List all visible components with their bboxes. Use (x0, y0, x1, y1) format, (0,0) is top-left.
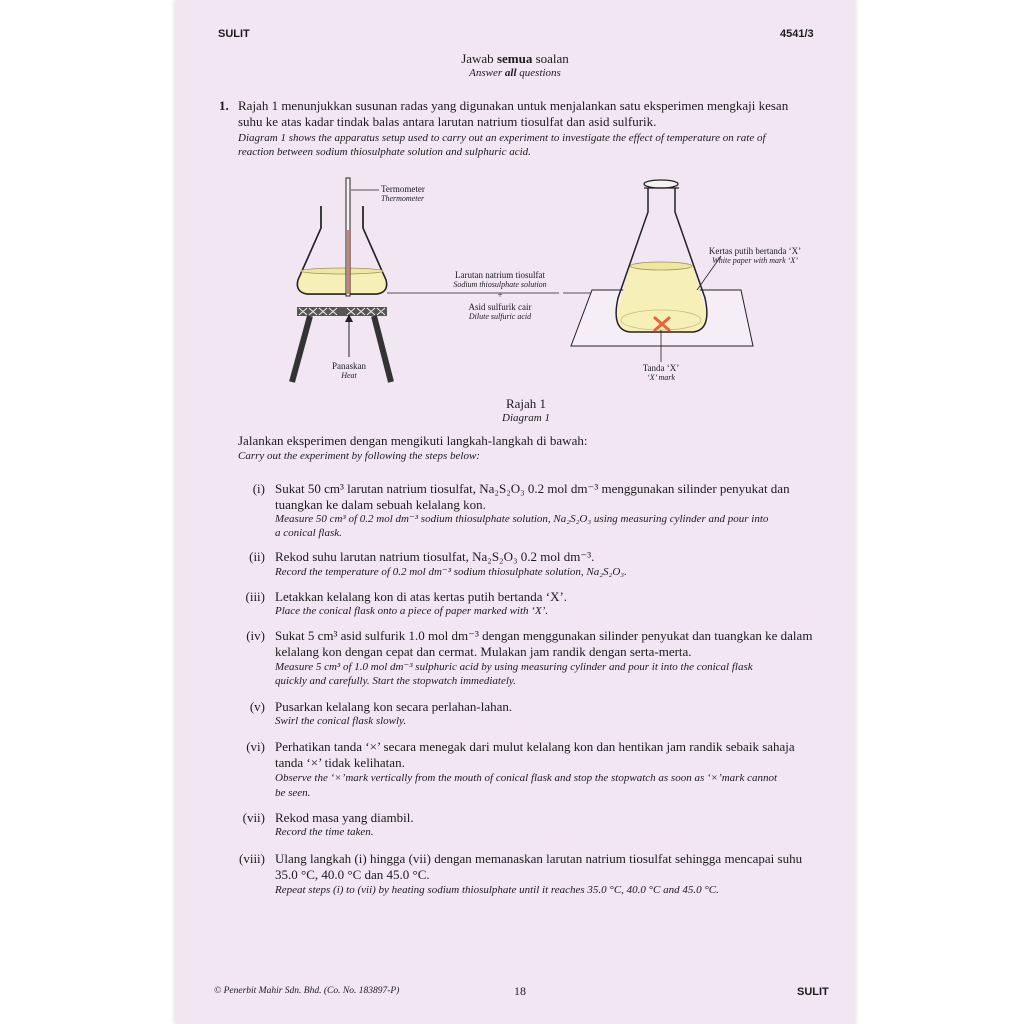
step-number: (vi) (246, 739, 265, 754)
step-text-en: Measure 5 cm³ of 1.0 mol dm⁻³ sulphuric acid by using measuring cylinder and pour it into the conical flask (275, 661, 753, 673)
conical-flask-on-paper (616, 180, 707, 332)
diagram-caption-en: Diagram 1 (502, 412, 550, 424)
solution-label: Larutan natrium tiosulfat Sodium thiosulphate solution + Asid sulfurik cair Dilute sulfuric acid (453, 270, 547, 321)
step-number: (viii) (239, 851, 265, 866)
step-number: (vii) (242, 810, 265, 825)
step-text-en: Swirl the conical flask slowly. (275, 715, 407, 727)
step-text-en: Observe the ‘×’mark vertically from the mouth of conical flask and stop the stopwatch as soon as ‘×’mark cannot (275, 772, 778, 784)
step-text-ms: Sukat 50 cm³ larutan natrium tiosulfat, Na₂S₂O₃ 0.2 mol dm⁻³ menggunakan silinder penyukat dan (275, 481, 790, 496)
step-text-ms: Sukat 5 cm³ asid sulfurik 1.0 mol dm⁻³ dengan menggunakan silinder penyukat dan tuangkan ke dalam (275, 628, 813, 643)
step-text-ms: 35.0 °C, 40.0 °C dan 45.0 °C. (275, 867, 430, 882)
diagram-caption-ms: Rajah 1 (505, 396, 547, 411)
step-text-en: Record the temperature of 0.2 mol dm⁻³ sodium thiosulphate solution, Na₂S₂O₃. (275, 566, 627, 578)
step-text-ms: tanda ‘×’ tidak kelihatan. (275, 755, 405, 770)
footer-right: SULIT (797, 986, 829, 998)
steps-intro-ms: Jalankan eksperimen dengan mengikuti langkah-langkah di bawah: (238, 433, 588, 448)
thermometer-icon (346, 178, 350, 296)
step-number: (iv) (246, 628, 265, 643)
step-text-en: be seen. (275, 787, 311, 799)
step-text-ms: Pusarkan kelalang kon secara perlahan-lahan. (275, 699, 513, 714)
heat-arrow-icon (345, 314, 353, 357)
step-text-ms: Rekod masa yang diambil. (275, 810, 414, 825)
step-text-ms: Ulang langkah (i) hingga (vii) dengan memanaskan larutan natrium tiosulfat sehingga mencapai suhu (275, 851, 803, 866)
question-en-line1: Diagram 1 shows the apparatus setup used to carry out an experiment to investigate the effect of temperature on rate of (238, 132, 766, 144)
instruction-ms: Jawab semua soalan (461, 51, 569, 66)
step-text-ms: Perhatikan tanda ‘×’ secara menegak dari mulut kelalang kon dan hentikan jam randik sebaik sahaja (275, 739, 795, 754)
header-left: SULIT (218, 28, 250, 40)
page-number: 18 (514, 984, 526, 998)
step-text-en: Measure 50 cm³ of 0.2 mol dm⁻³ sodium thiosulphate solution, Na₂S₂O₃ using measuring cylinder and pour into (275, 513, 769, 525)
heat-label: Panaskan Heat (332, 361, 366, 380)
question-ms-line1: Rajah 1 menunjukkan susunan radas yang digunakan untuk menjalankan satu eksperimen mengkaji kesan (238, 98, 789, 113)
thermometer-label: Termometer Thermometer (381, 184, 425, 203)
wire-gauze-icon (297, 307, 387, 316)
step-text-en: a conical flask. (275, 527, 342, 539)
step-text-en: Place the conical flask onto a piece of paper marked with ‘X’. (275, 605, 549, 617)
step-number: (iii) (245, 589, 265, 604)
step-number: (ii) (249, 549, 265, 564)
question-ms-line2: suhu ke atas kadar tindak balas antara larutan natrium tiosulfat dan asid sulfurik. (238, 114, 657, 129)
step-text-ms: tuangkan ke dalam sebuah kelalang kon. (275, 497, 486, 512)
step-text-ms: kelalang kon dengan cepat dan cermat. Mulakan jam randik dengan serta-merta. (275, 644, 692, 659)
footer-copyright: © Penerbit Mahir Sdn. Bhd. (Co. No. 183897-P) (214, 986, 400, 996)
step-text-ms: Letakkan kelalang kon di atas kertas putih bertanda ‘X’. (275, 589, 568, 604)
steps-intro-en: Carry out the experiment by following the steps below: (238, 450, 480, 462)
instruction-en: Answer all questions (469, 67, 561, 79)
header-right: 4541/3 (780, 28, 814, 40)
step-number: (v) (249, 699, 265, 714)
step-text-en: Repeat steps (i) to (vii) by heating sodium thiosulphate until it reaches 35.0 °C, 40.0 °C and 45.0 °C. (275, 884, 719, 896)
step-text-ms: Rekod suhu larutan natrium tiosulfat, Na₂S₂O₃ 0.2 mol dm⁻³. (275, 549, 595, 564)
step-text-en: quickly and carefully. Start the stopwatch immediately. (275, 675, 516, 687)
step-number: (i) (252, 481, 265, 496)
mark-label: Tanda ‘X’ ‘X’ mark (642, 363, 680, 382)
question-number: 1. (219, 98, 229, 113)
question-en-line2: reaction between sodium thiosulphate solution and sulphuric acid. (238, 146, 531, 158)
white-paper-label: Kertas putih bertanda ‘X’ White paper with mark ‘X’ (708, 246, 802, 265)
step-text-en: Record the time taken. (275, 826, 374, 838)
heated-conical-flask (297, 206, 386, 296)
